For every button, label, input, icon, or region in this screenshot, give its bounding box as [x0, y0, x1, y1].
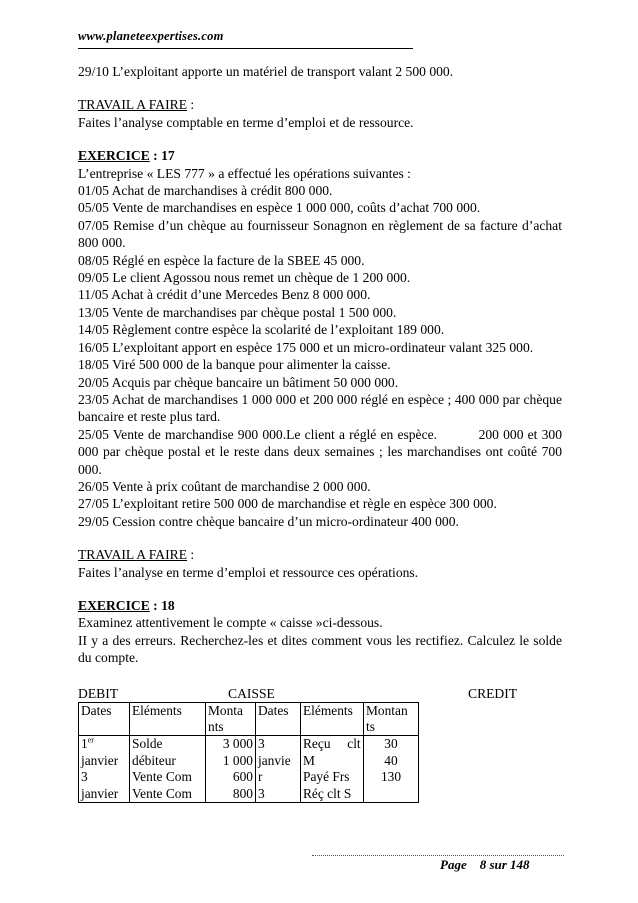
cell-text: Vente Com	[132, 785, 192, 801]
table-cell	[301, 736, 364, 803]
credit-label: CREDIT	[468, 685, 518, 701]
table-header-row	[79, 702, 419, 736]
header-cell: Eléments	[301, 702, 364, 736]
cell-text: 3	[81, 769, 88, 785]
cell-text: 3	[258, 736, 265, 752]
cell-text: janvie	[258, 752, 291, 768]
exercice-number: : 17	[149, 148, 175, 164]
operation-line: 11/05 Achat à crédit d’une Mercedes Benz 8 000 000.	[78, 287, 371, 303]
travail-text-2: Faites l’analyse en terme d’emploi et ressource ces opérations.	[78, 564, 419, 580]
cell-text: 600	[232, 769, 253, 785]
exercice-17-heading	[78, 147, 562, 164]
exercice-title: EXERCICE	[78, 148, 150, 164]
table-cell	[364, 736, 419, 803]
cell-text: janvier	[81, 785, 119, 801]
cell-text: Réç clt S	[303, 785, 352, 801]
travail-title: TRAVAIL A FAIRE	[78, 547, 188, 563]
header-cell: Dates	[79, 702, 130, 736]
table-cell	[206, 736, 256, 803]
cell-text: 30	[384, 736, 398, 752]
operation-line: 25/05 Vente de marchandise 900 000.Le client a réglé en espèce. 200 000 et 300 000 par chèque postal et le reste dans deux semaines ; les marchandises ont coûté 700 000.	[78, 426, 566, 477]
travail-text-1: Faites l’analyse comptable en terme d’emploi et de ressource.	[78, 114, 414, 130]
cell-text: Reçu clt	[303, 736, 361, 752]
operation-line: L’entreprise « LES 777 » a effectué les opérations suivantes :	[78, 165, 411, 181]
table-row	[79, 736, 419, 803]
operation-line: 08/05 Réglé en espèce la facture de la SBEE 45 000.	[78, 252, 365, 268]
header-cell: Monta nts	[206, 702, 256, 736]
cell-text: Payé Frs	[303, 769, 350, 785]
operation-line: 01/05 Achat de marchandises à crédit 800 000.	[78, 183, 333, 199]
exercice-18-line: Examinez attentivement le compte « caisse »ci-dessous.	[78, 615, 383, 631]
operation-line: 13/05 Vente de marchandises par chèque postal 1 500 000.	[78, 304, 397, 320]
cell-text: 40	[384, 752, 398, 768]
operation-line: 27/05 L’exploitant retire 500 000 de marchandise et règle en espèce 300 000.	[78, 496, 497, 512]
travail-suffix: :	[187, 547, 195, 563]
header-cell: Montan ts	[364, 702, 419, 736]
cell-text: débiteur	[132, 752, 176, 768]
document-body	[78, 63, 566, 803]
travail-suffix: :	[187, 97, 195, 113]
table-cell	[256, 736, 301, 803]
cell-text: 800	[232, 785, 253, 801]
site-header: www.planeteexpertises.com	[78, 29, 413, 49]
operation-line: 23/05 Achat de marchandises 1 000 000 et 200 000 réglé en espèce ; 400 000 par chèque bancaire et reste plus tard.	[78, 391, 562, 425]
exercice-18-line: II y a des erreurs. Recherchez-les et dites comment vous les rectifiez. Calculez le solde du compte.	[78, 632, 562, 666]
intro-line: 29/10 L’exploitant apporte un matériel de transport valant 2 500 000.	[78, 64, 454, 79]
exercice-title: EXERCICE	[78, 597, 150, 613]
exercice-17-lines	[78, 165, 566, 531]
operation-line: 07/05 Remise d’un chèque au fournisseur Sonagnon en règlement de sa facture d’achat 800 000.	[78, 217, 562, 251]
operation-line: 18/05 Viré 500 000 de la banque pour alimenter la caisse.	[78, 357, 391, 373]
travail-heading-2	[78, 546, 562, 563]
header-cell: Dates	[256, 702, 301, 736]
cell-text: 3 000	[222, 736, 253, 752]
caisse-heading	[78, 685, 562, 702]
exercice-number: : 18	[149, 597, 175, 613]
operation-line: 29/05 Cession contre chèque bancaire d’un micro-ordinateur 400 000.	[78, 513, 459, 529]
page-number: Page 8 sur 148	[440, 857, 530, 872]
cell-text: Solde	[132, 736, 163, 752]
cell-text: Vente Com	[132, 769, 192, 785]
cell-text: M	[303, 752, 315, 768]
exercice-18-heading	[78, 597, 562, 614]
table-cell	[130, 736, 206, 803]
travail-title: TRAVAIL A FAIRE	[78, 97, 188, 113]
cell-text: r	[258, 769, 263, 785]
cell-text: 3	[258, 785, 265, 801]
header-cell: Eléments	[130, 702, 206, 736]
debit-label: DEBIT	[78, 685, 119, 701]
operation-line: 09/05 Le client Agossou nous remet un chèque de 1 200 000.	[78, 270, 411, 286]
cell-text: janvier	[81, 752, 119, 768]
table-cell	[79, 736, 130, 803]
operation-line: 14/05 Règlement contre espèce la scolarité de l’exploitant 189 000.	[78, 322, 445, 338]
operation-line: 05/05 Vente de marchandises en espèce 1 000 000, coûts d’achat 700 000.	[78, 200, 481, 216]
cell-text: 1	[81, 736, 88, 752]
travail-heading-1	[78, 96, 562, 113]
operation-line: 16/05 L’exploitant apport en espèce 175 000 et un micro-ordinateur valant 325 000.	[78, 339, 534, 355]
cell-text: 130	[380, 769, 402, 785]
caisse-table	[78, 702, 419, 803]
operation-line: 26/05 Vente à prix coûtant de marchandise 2 000 000.	[78, 478, 371, 494]
operation-line: 20/05 Acquis par chèque bancaire un bâtiment 50 000 000.	[78, 374, 399, 390]
footer-divider	[312, 855, 564, 856]
cell-text: 1 000	[222, 752, 253, 768]
cell-sup: er	[87, 735, 94, 745]
caisse-title: CAISSE	[228, 685, 275, 701]
